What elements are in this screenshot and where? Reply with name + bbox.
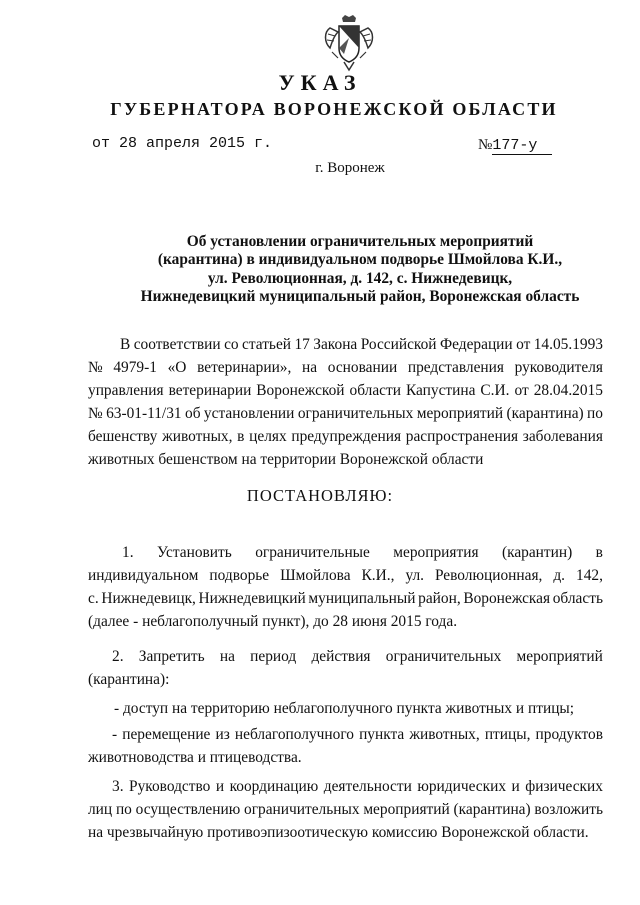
number-sign: № — [478, 137, 493, 153]
paragraph-line: управления ветеринарии Воронежской области Капустина С.И. от 28.04.2015 — [88, 382, 603, 399]
paragraph-line: 1. Установить ограничительные мероприятия (карантин) в — [122, 544, 603, 561]
paragraph-line: В соответствии со статьей 17 Закона Российской Федерации от 14.05.1993 — [120, 336, 603, 353]
paragraph-line: индивидуальном подворье Шмойлова К.И., ул. Революционная, д. 142, — [88, 567, 603, 584]
item-2 — [88, 645, 603, 691]
bullet-item — [88, 723, 603, 769]
decree-title: УКАЗ — [278, 70, 362, 95]
paragraph-line: на чрезвычайную противоэпизоотическую комиссию Воронежской области. — [88, 824, 589, 841]
paragraph-line: (карантина): — [88, 671, 170, 688]
paragraph-line: № 63-01-11/31 об установлении ограничительных мероприятий (карантина) по — [88, 405, 603, 422]
coat-of-arms-emblem — [322, 14, 376, 74]
subject-line: (карантина) в индивидуальном подворье Шмойлова К.И., — [157, 251, 563, 269]
decree-resolution-word: ПОСТАНОВЛЯЮ: — [246, 486, 394, 505]
paragraph-line: 2. Запретить на период действия ограничительных мероприятий — [112, 648, 603, 665]
paragraph-line: бешенству животных, в целях предупреждения распространения заболевания — [88, 428, 603, 445]
subject-line: Нижнедевицкий муниципальный район, Воронежская область — [140, 288, 580, 306]
decree-city: г. Воронеж — [315, 160, 385, 176]
item-3 — [88, 775, 603, 844]
paragraph-line: - перемещение из неблагополучного пункта животных, птицы, продуктов — [112, 726, 603, 743]
decree-date: от 28 апреля 2015 г. — [92, 135, 273, 152]
number-value: 177-у — [492, 137, 538, 154]
paragraph-line: животноводства и птицеводства. — [88, 749, 302, 766]
decree-subtitle: ГУБЕРНАТОРА ВОРОНЕЖСКОЙ ОБЛАСТИ — [110, 99, 558, 119]
paragraph-line: (далее - неблагополучный пункт), до 28 июня 2015 года. — [88, 613, 458, 630]
paragraph-line: животных бешенством на территории Воронежской области — [88, 451, 484, 468]
preamble-paragraph — [88, 333, 603, 471]
paragraph-line: - доступ на территорию неблагополучного пункта животных и птицы; — [114, 700, 575, 717]
decree-number — [478, 137, 552, 155]
paragraph-line: с. Нижнедевицк, Нижнедевицкий муниципальный район, Воронежская область — [88, 590, 603, 607]
item-1 — [88, 541, 603, 633]
bullet-item — [88, 697, 603, 720]
paragraph-line: лиц по осуществлению ограничительных мероприятий (карантина) возложить — [88, 801, 603, 818]
subject-line: Об установлении ограничительных мероприятий — [186, 233, 534, 250]
paragraph-line: 3. Руководство и координацию деятельности юридических и физических — [112, 778, 603, 795]
paragraph-line: № 4979-1 «О ветеринарии», на основании представления руководителя — [88, 359, 603, 376]
subject-line: ул. Революционная, д. 142, с. Нижнедевицк, — [207, 269, 513, 287]
decree-subject — [90, 233, 630, 307]
